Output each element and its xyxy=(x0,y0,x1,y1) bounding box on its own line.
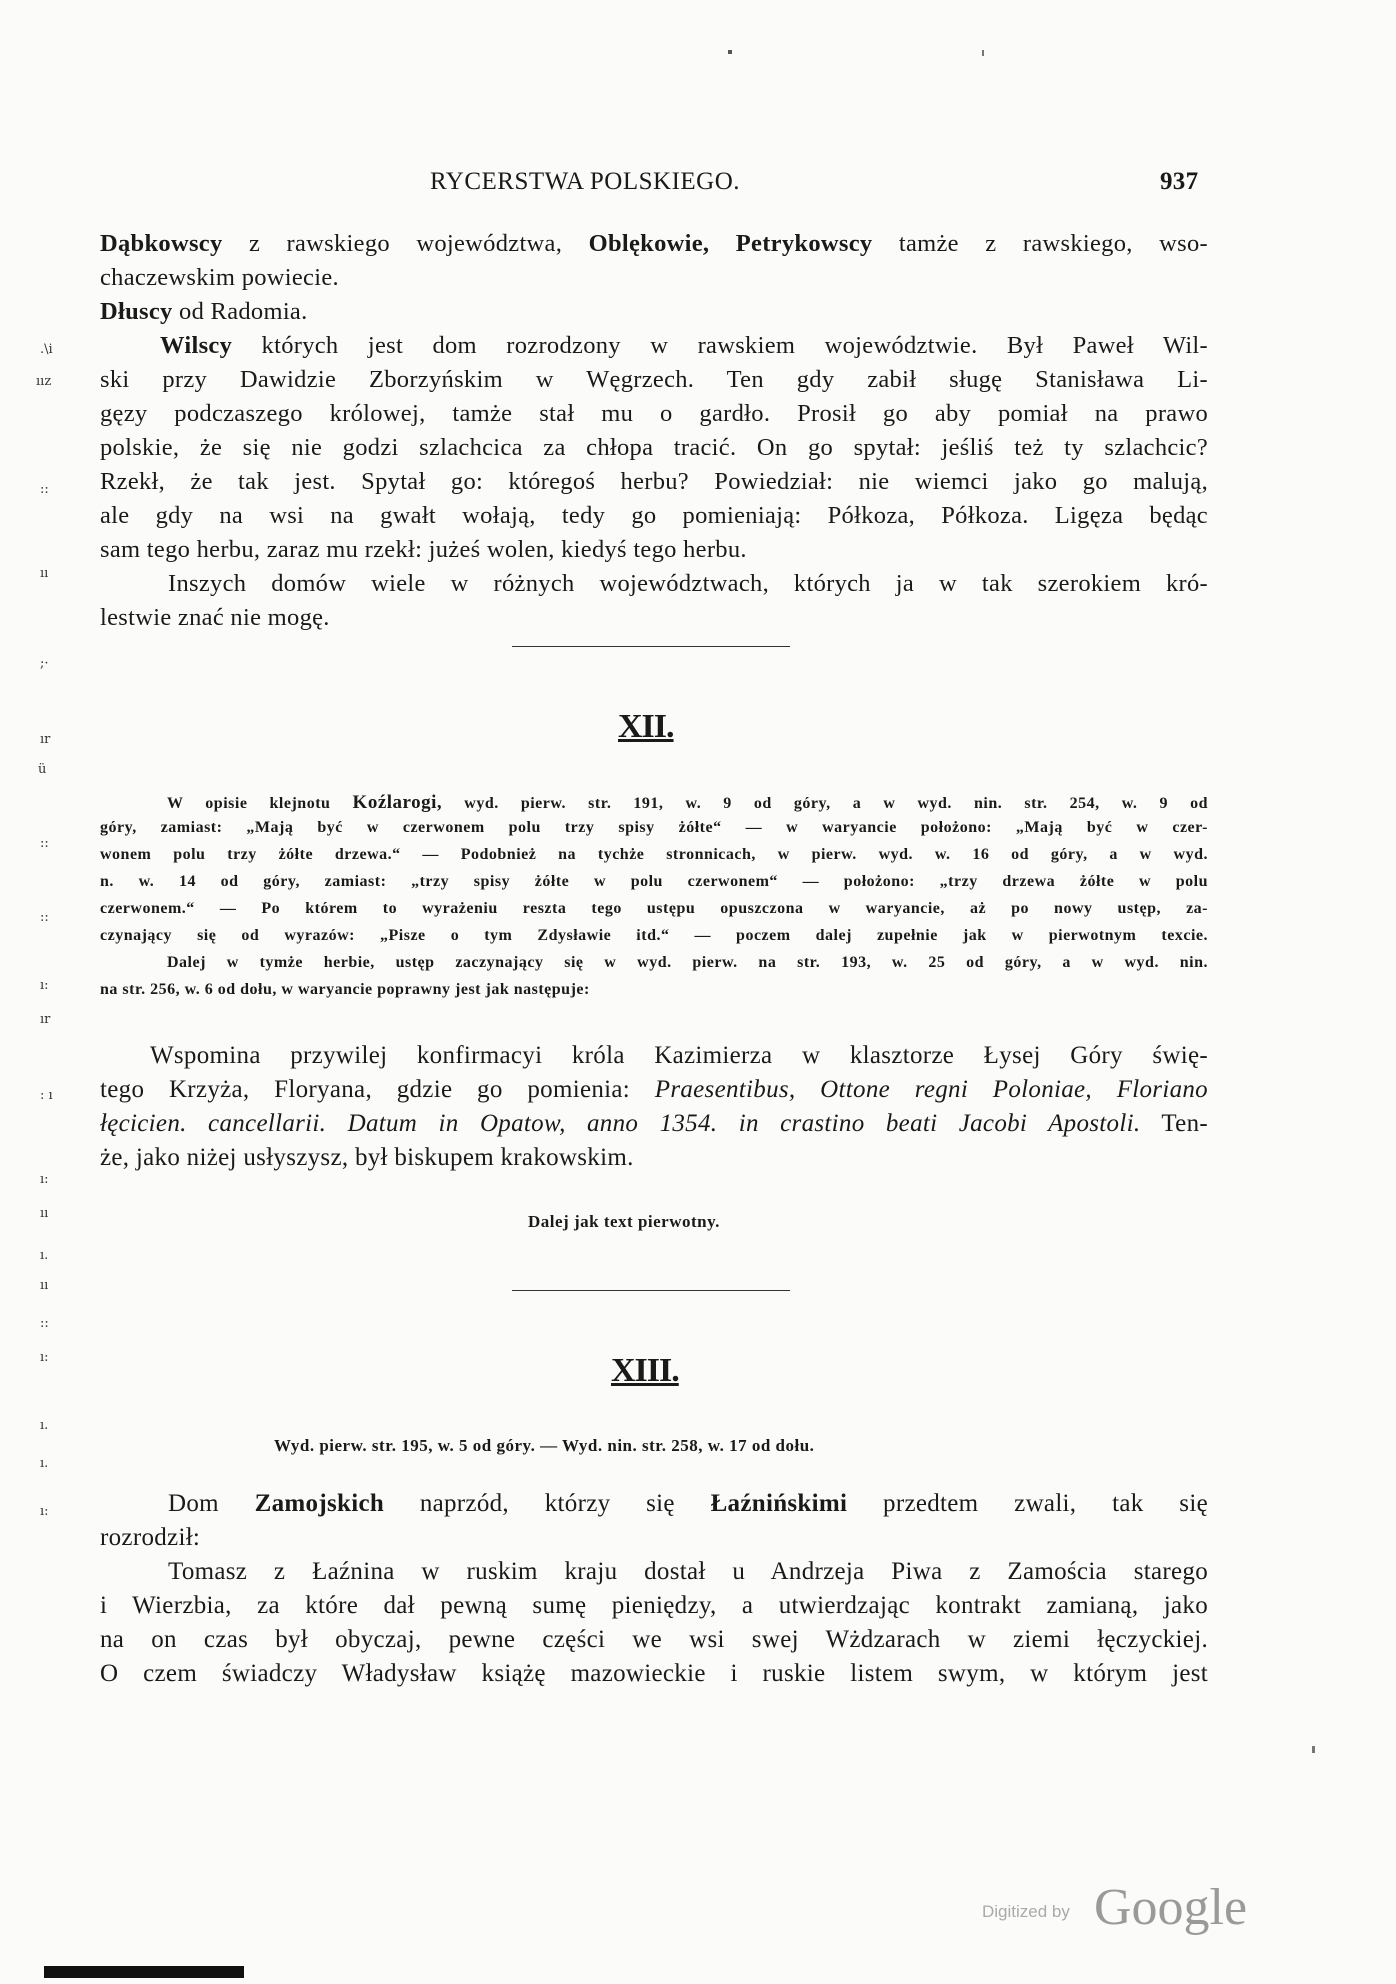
variant-line-1: Wspomina przywilej konfirmacyi króla Kazimierza w klasztorze Łysej Góry świę- xyxy=(150,1042,1208,1069)
note-line-5: czerwonem.“ — Po którem to wyrażeniu reszta tego ustępu opuszczona w waryancie, aż po nowy ustęp, za- xyxy=(100,900,1208,917)
family-laznninskimi: Łaźnińskimi xyxy=(710,1490,848,1517)
margin-artifact: ;· xyxy=(40,656,49,671)
section-divider xyxy=(512,646,790,647)
scan-edge-bar xyxy=(44,1966,244,1978)
note-line-3: wonem polu trzy żółte drzewa.“ — Podobnież na tychże stronnicach, w pierw. wyd. w. 16 od góry, a w wyd. xyxy=(100,846,1208,863)
margin-artifact: ıı xyxy=(40,1206,49,1221)
surname-petrykowscy: Petrykowscy xyxy=(735,230,873,257)
margin-artifact: ı. xyxy=(40,1456,49,1471)
text-line-5: ski przy Dawidzie Zborzyńskim w Węgrzech. Ten gdy zabił sługę Stanisława Li- xyxy=(100,366,1208,393)
margin-artifact: :: xyxy=(40,482,49,497)
edition-note: Wyd. pierw. str. 195, w. 5 od góry. — Wyd. nin. str. 258, w. 17 od dołu. xyxy=(274,1436,815,1455)
family-zamojskich: Zamojskich xyxy=(254,1490,385,1517)
text-line-4: Wilscy których jest dom rozrodzony w rawskiem województwie. Był Paweł Wil- xyxy=(160,332,1208,359)
note-line-1: W opisie klejnotu Koźlarogi, wyd. pierw. str. 191, w. 9 od góry, a w wyd. nin. str. 254, w. 9 od xyxy=(167,792,1209,813)
variant-line-4: że, jako niżej usłyszysz, był biskupem krakowskim. xyxy=(100,1144,634,1171)
note-line-8: na str. 256, w. 6 od dołu, w waryancie poprawny jest jak następuje: xyxy=(100,981,590,998)
margin-artifact: ıı xyxy=(40,566,49,581)
margin-artifact: ü xyxy=(38,762,47,777)
body-line-17: na on czas był obyczaj, pewne części we wsi swej Wżdzarach w ziemi łęczyckiej. xyxy=(100,1626,1208,1653)
text-line-3: Dłuscy od Radomia. xyxy=(100,298,308,325)
margin-artifact: :: xyxy=(40,1316,49,1331)
body-line-16: i Wierzbia, za które dał pewną sumę pieniędzy, a utwierdzając kontrakt zamianą, jako xyxy=(100,1592,1208,1619)
section-numeral-xii: XII. xyxy=(618,708,674,745)
crest-koziarogi: Koźlarogi, xyxy=(352,792,443,813)
page-number: 937 xyxy=(1160,168,1199,195)
surname-dluscy: Dłuscy xyxy=(100,298,173,325)
margin-artifact: ı: xyxy=(40,1504,49,1519)
scan-speck xyxy=(728,50,732,54)
text-line-11: Inszych domów wiele w różnych województwach, których ja w tak szerokiem kró- xyxy=(168,570,1208,597)
section-divider-2 xyxy=(512,1290,790,1291)
variant-line-2: tego Krzyża, Floryana, gdzie go pomienia: Praesentibus, Ottone regni Poloniae, Floriano xyxy=(100,1076,1208,1103)
scan-speck xyxy=(1312,1746,1315,1753)
section-numeral-xiii: XIII. xyxy=(611,1352,679,1389)
surname-dabkowscy: Dąbkowscy xyxy=(100,230,223,257)
margin-artifact: ıı xyxy=(40,1278,49,1293)
margin-artifact: .\i xyxy=(40,342,53,357)
text-line-1: Dąbkowscy z rawskiego województwa, Oblękowie, Petrykowscy tamże z rawskiego, wso- xyxy=(100,230,1208,257)
note-line-2: góry, zamiast: „Mają być w czerwonem polu trzy spisy żółte“ — w waryancie położono: „Mają być w czer- xyxy=(100,819,1208,836)
continuation-note: Dalej jak text pierwotny. xyxy=(528,1212,720,1231)
text-line-6: gęzy podczaszego królowej, tamże stał mu o gardło. Prosił go aby pomiał na prawo xyxy=(100,400,1208,427)
text-line-9: ale gdy na wsi na gwałt wołają, tedy go pomieniają: Półkoza, Półkoza. Ligęza będąc xyxy=(100,502,1208,529)
running-title: RYCERSTWA POLSKIEGO. xyxy=(430,168,741,195)
variant-line-3: łęcicien. cancellarii. Datum in Opatow, anno 1354. in crastino beati Jacobi Apostoli. Ten- xyxy=(100,1110,1208,1137)
margin-artifact: ır xyxy=(40,1012,51,1027)
margin-artifact: ı: xyxy=(40,1350,49,1365)
margin-artifact: ır xyxy=(40,732,51,747)
text-line-2: chaczewskim powiecie. xyxy=(100,264,339,291)
scan-speck xyxy=(982,50,984,56)
note-line-4: n. w. 14 od góry, zamiast: „trzy spisy żółte w polu czerwonem“ — położono: „trzy drzewa żółte w polu xyxy=(100,873,1208,890)
margin-artifact: ı. xyxy=(40,1418,49,1433)
digitized-by-label: Digitized by xyxy=(982,1902,1070,1921)
margin-artifact: :: xyxy=(40,910,49,925)
body-line-13: Dom Zamojskich naprzód, którzy się Łaźnińskimi przedtem zwali, tak się xyxy=(168,1490,1208,1517)
margin-artifact: ıız xyxy=(36,374,52,389)
text-line-7: polskie, że się nie godzi szlachcica za chłopa tracić. On go spytał: jeśliś też ty szlachcic? xyxy=(100,434,1208,461)
margin-artifact: ı: xyxy=(40,1172,49,1187)
google-logo: Google xyxy=(1094,1879,1248,1936)
margin-artifact: ı: xyxy=(40,978,49,993)
margin-artifact: : ı xyxy=(40,1088,53,1103)
surname-oblekowie: Oblękowie, xyxy=(588,230,710,257)
margin-artifact: :: xyxy=(40,836,49,851)
note-line-7: Dalej w tymże herbie, ustęp zaczynający się w wyd. pierw. na str. 193, w. 25 od góry, a w wyd. nin. xyxy=(167,954,1208,971)
text-line-10: sam tego herbu, zaraz mu rzekł: jużeś wolen, kiedyś tego herbu. xyxy=(100,536,747,563)
surname-wilscy: Wilscy xyxy=(160,332,233,359)
text-line-12: lestwie znać nie mogę. xyxy=(100,604,330,631)
body-line-14: rozrodził: xyxy=(100,1524,201,1551)
body-line-18: O czem świadczy Władysław książę mazowieckie i ruskie listem swym, w którym jest xyxy=(100,1660,1208,1687)
body-line-15: Tomasz z Łaźnina w ruskim kraju dostał u Andrzeja Piwa z Zamościa starego xyxy=(168,1558,1208,1585)
note-line-6: czynający się od wyrazów: „Pisze o tym Zdysławie itd.“ — poczem dalej zupełnie jak w pierwotnym texcie. xyxy=(100,927,1208,944)
margin-artifact: ı. xyxy=(40,1248,49,1263)
text-line-8: Rzekł, że tak jest. Spytał go: któregoś herbu? Powiedział: nie wiemci jako go malują, xyxy=(100,468,1208,495)
